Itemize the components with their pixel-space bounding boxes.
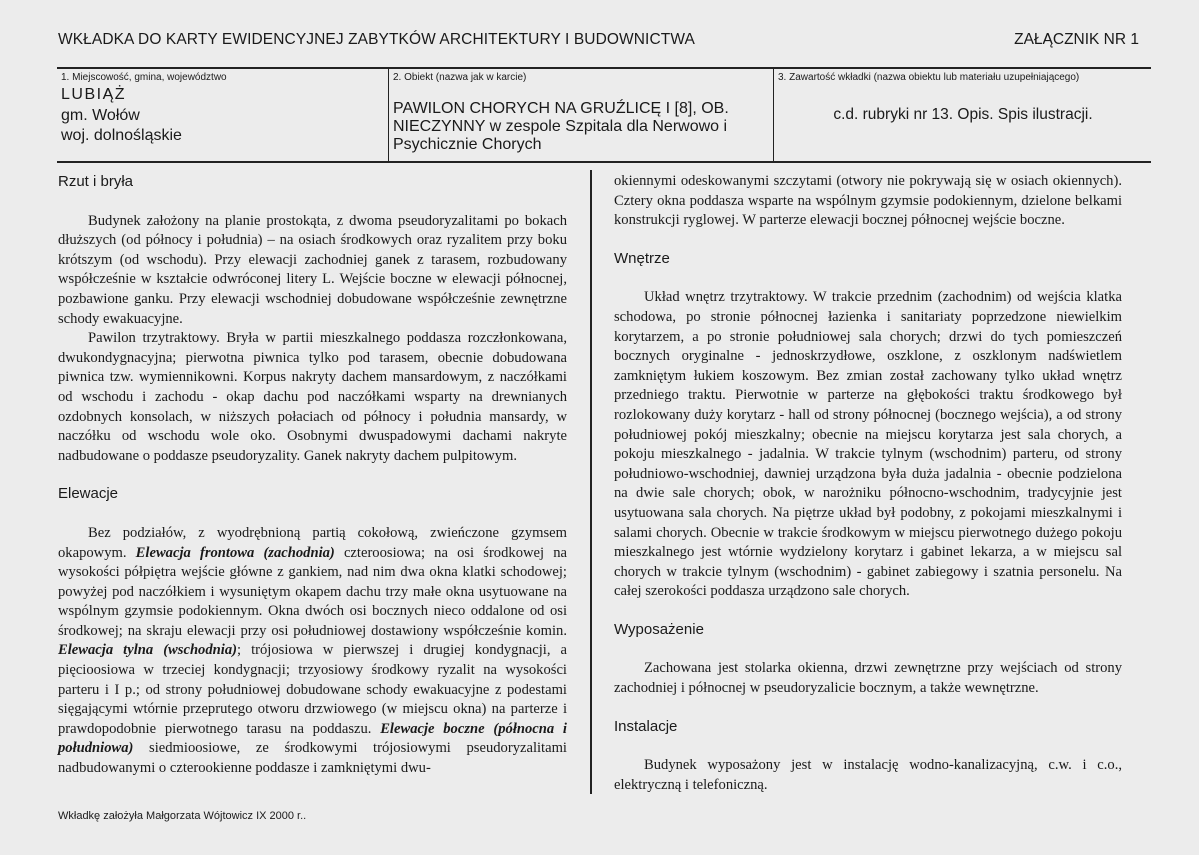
place-name: LUBIĄŻ bbox=[61, 86, 127, 103]
paragraph-rzut-1: Budynek założony na planie prostokąta, z dwoma pseudoryzalitami po bokach dłuższych (od północy i południa) – na osiach środkowych oraz ryzalitem przy boku krótszym (od wschodu). Przy elewacji zachodniej ganek z tarasem, rozbudowany współcześnie w kształcie odwróconej litery L. Wejście boczne w elewacji północnej, pozbawione ganku. Przy elewacji wschodniej dobudowane współcześnie zewnętrzne schody ewakuacyjne. bbox=[58, 212, 567, 327]
content-description: c.d. rubryki nr 13. Opis. Spis ilustracji. bbox=[833, 106, 1093, 123]
emphasis-rear: Elewacja tylna (wschodnia) bbox=[58, 642, 237, 659]
annex-number: ZAŁĄCZNIK NR 1 bbox=[1014, 31, 1139, 48]
paragraph-elewacje bbox=[58, 524, 567, 779]
section-heading-instalacje: Instalacje bbox=[614, 717, 678, 735]
paragraph-wyposazenie: Zachowana jest stolarka okienna, drzwi zewnętrzne przy wejściach od strony zachodniej i północnej w pseudoryzalicie bocznym, a także wewnętrzne. bbox=[614, 660, 1122, 697]
text-run: czteroosiowa; na osi środkowej na wysokości półpiętra wejście główne z gankiem, nad nim dwa okna klatki schodowej; powyżej pod naczółkiem i wysuniętym okapem dachu trzy małe okna usytuowane na wspólnym gzymsie podokiennym. Okna dwóch osi bocznych nieco oddalone od osi środkowej; na skraju elewacji przy osi południowej dostawiony współcześnie komin. bbox=[58, 544, 567, 639]
object-label: 2. Obiekt (nazwa jak w karcie) bbox=[393, 72, 527, 83]
paragraph-continuation: okiennymi odeskowanymi szczytami (otwory nie pokrywają się w osiach okiennych). Cztery okna poddasza wsparte na wspólnym gzymsie podokiennym, dzielone belkami konstrukcji ryglowej. W parterze elewacji bocznej północnej wejście boczne. bbox=[614, 173, 1122, 229]
location-cell bbox=[57, 69, 387, 161]
content-cell bbox=[773, 69, 1152, 161]
voivodeship-name: woj. dolnośląskie bbox=[61, 127, 182, 144]
object-name: PAWILON CHORYCH NA GRUŹLICĘ I [8], OB. NIECZYNNY w zespole Szpitala dla Nerwowo i Psychicznie Chorych bbox=[393, 100, 729, 153]
text-run: Bez podziałów, z wyodrębnioną partią cokołową, zwieńczone gzymsem okapowym. bbox=[58, 524, 567, 561]
object-cell bbox=[388, 69, 773, 161]
gmina-name: gm. Wołów bbox=[61, 107, 140, 124]
right-column bbox=[614, 172, 1122, 795]
author-note: Wkładkę założyła Małgorzata Wójtowicz IX 2000 r.. bbox=[58, 810, 307, 822]
header-table bbox=[57, 67, 1151, 163]
location-label: 1. Miejscowość, gmina, województwo bbox=[61, 72, 227, 83]
paragraph-rzut-2: Pawilon trzytraktowy. Bryła w partii mieszkalnego poddasza rozczłonkowana, dwukondygnacyjna; pierwotna piwnica tylko pod tarasem, obecnie dobudowana piwnica tzw. wymiennikowni. Korpus nakryty dachem mansardowym, z naczółkami od wschodu i zachodu - okap dachu pod naczółkami wsparty na drewnianych ozdobnych konsolach, w niższych połaciach od północy i południa mansardy, w naczółku od wschodu wole oko. Osobnymi dwuspadowymi dachami nakryte nadbudowane o poddasze pseudoryzality. Ganek nakryty dachem pulpitowym. bbox=[58, 330, 567, 464]
left-column bbox=[58, 172, 567, 779]
column-divider bbox=[590, 170, 592, 794]
section-heading-wnetrze: Wnętrze bbox=[614, 249, 670, 267]
text-run: siedmioosiowe, ze środkowymi trójosiowymi pseudoryzalitami nadbudowanymi o czterookienne poddasze i zamkniętymi dwu- bbox=[58, 740, 567, 777]
section-heading-wyposazenie: Wyposażenie bbox=[614, 620, 704, 638]
text-run: ; trójosiowa w pierwszej i drugiej kondygnacji, a pięcioosiowa w trzeciej kondygnacji; trzyosiowy środkowy ryzalit na wysokości parteru i I p.; od strony południowej dobudowane schody ewakuacyjne z podestami sięgającymi wtórnie przeprutego otworu drzwiowego (w miejscu okna) na parterze i prawdopodobnie pierwotnego tarasu na poddaszu. bbox=[58, 642, 567, 737]
section-heading-elewacje: Elewacje bbox=[58, 485, 119, 503]
paragraph-wnetrze: Układ wnętrz trzytraktowy. W trakcie przednim (zachodnim) od wejścia klatka schodowa, po stronie północnej łazienka i sanitariaty poprzedzone niewielkim korytarzem, a po stronie południowej sala chorych; drzwi do tych pomieszczeń bocznych oryginalne - jednoskrzydłowe, oszklone, z oszklonym nadświetlem zamkniętym łukiem koszowym. Bez zmian został zachowany tylko układ wnętrz przedniego traktu. Pierwotnie w parterze na głębokości traktu środkowego był rozlokowany duży korytarz - hall od strony północnej (bocznego wejścia), a od strony południowej pokój mieszkalny; obecnie na miejscu korytarza jest sala chorych, a pokoju mieszkalnego - jadalnia. W trakcie tylnym (wschodnim) parteru, od strony południowo-wschodniej, dawniej urządzona była duża jadalnia - obecnie podzielona na dwie sale chorych; obok, w narożniku północno-wschodnim, tradycyjnie jest usytuowana sala chorych. Na piętrze układ był podobny, z pokojami mieszkalnymi i salami chorych. Obecnie w trakcie środkowym w miejscu pierwotnego dużego pokoju mieszkalnego jest wtórnie wydzielony korytarz i gabinet lekarza, a w miejscu sal chorych w trakcie tylnym (wschodnim) - gabinet zabiegowy i szatnia personelu. Na całej szerokości poddasza urządzono sale chorych. bbox=[614, 289, 1122, 600]
emphasis-front: Elewacja frontowa (zachodnia) bbox=[135, 544, 335, 561]
section-heading-rzut: Rzut i bryła bbox=[58, 173, 134, 190]
paragraph-instalacje: Budynek wyposażony jest w instalację wodno-kanalizacyjną, c.w. i c.o., elektryczną i telefoniczną. bbox=[614, 757, 1122, 793]
content-label: 3. Zawartość wkładki (nazwa obiektu lub materiału uzupełniającego) bbox=[778, 72, 1080, 83]
emphasis-side: Elewacje boczne (północna i południowa) bbox=[58, 720, 567, 757]
document-title: WKŁADKA DO KARTY EWIDENCYJNEJ ZABYTKÓW ARCHITEKTURY I BUDOWNICTWA bbox=[58, 31, 695, 48]
